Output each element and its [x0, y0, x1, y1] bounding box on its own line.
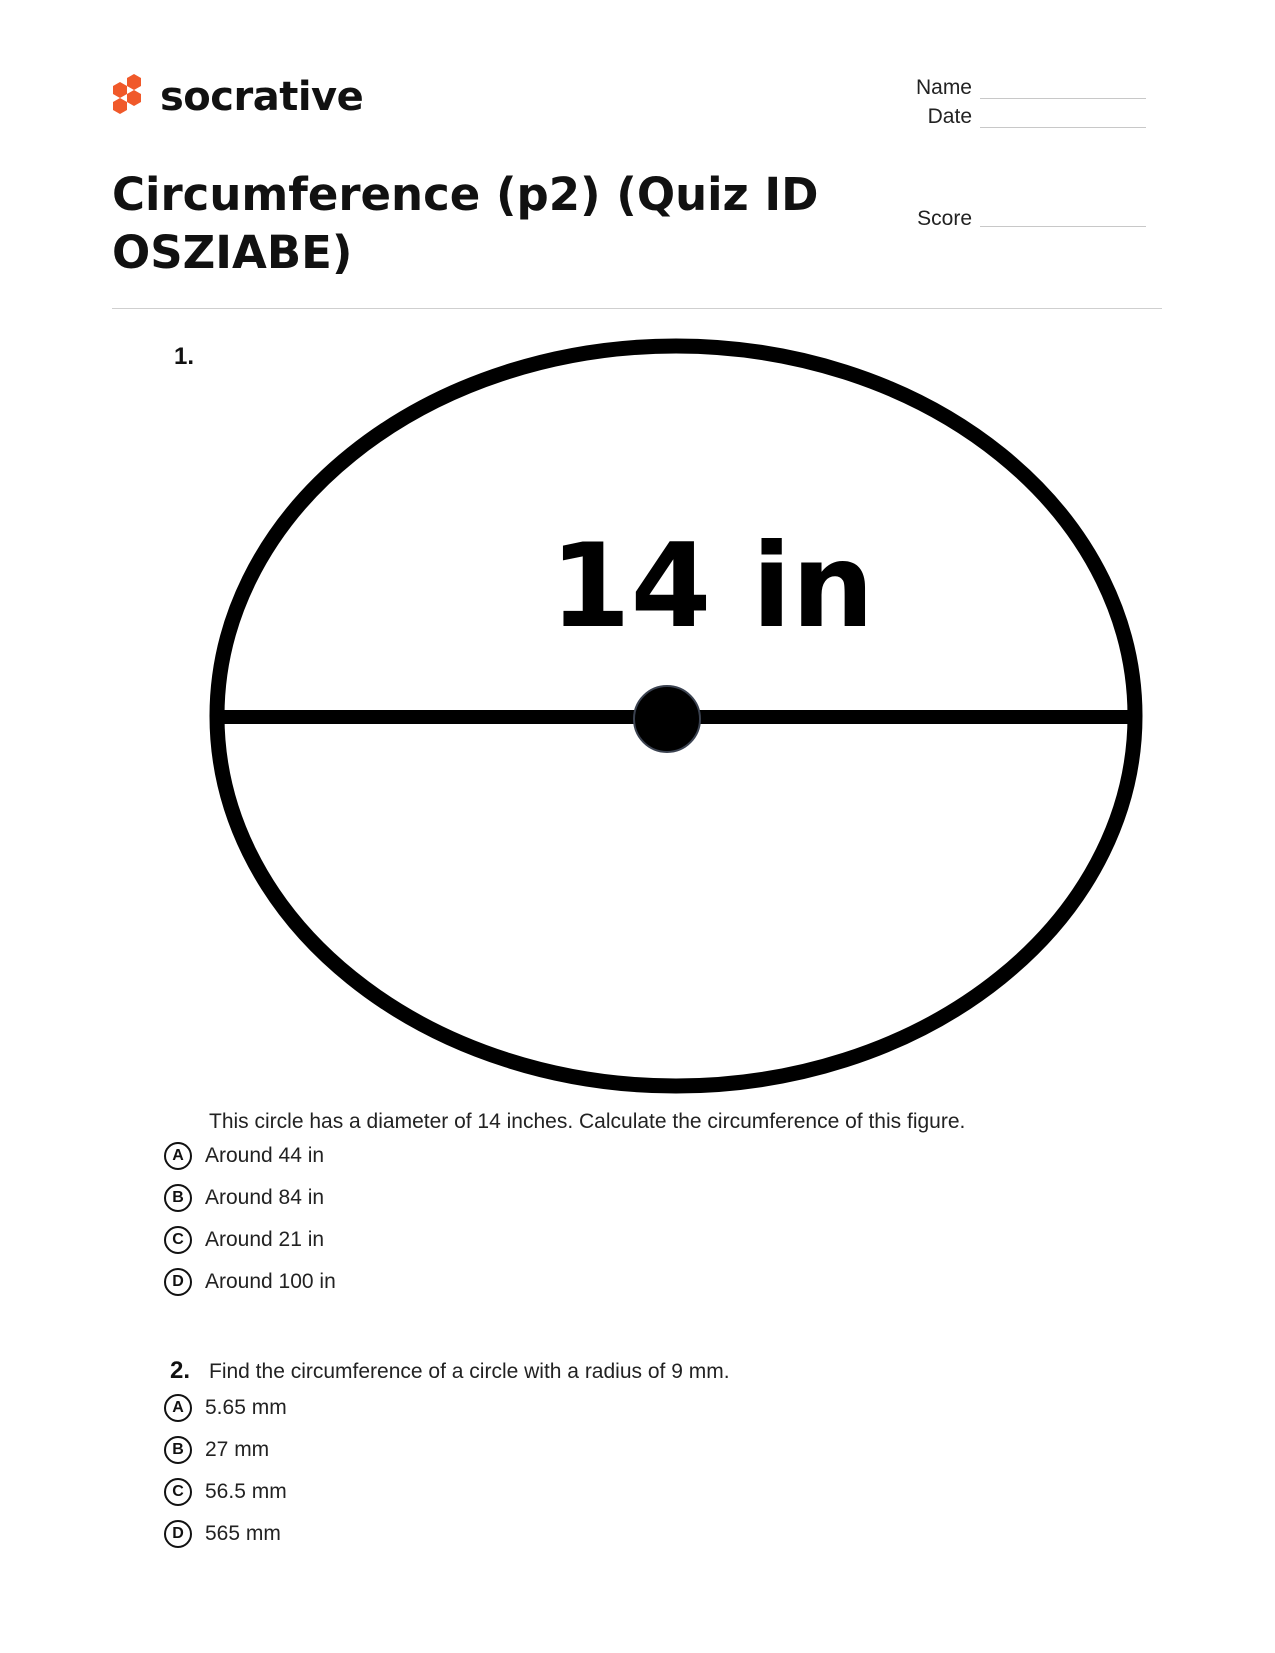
center-point [634, 686, 700, 752]
choice-text: Around 100 in [205, 1270, 336, 1293]
choice-text: Around 21 in [205, 1228, 325, 1251]
header-divider [112, 308, 1162, 309]
question-2-text: Find the circumference of a circle with a radius of 9 mm. [209, 1360, 730, 1383]
choice-1b[interactable] [164, 1181, 336, 1215]
choice-2c[interactable] [164, 1475, 287, 1509]
choice-1a[interactable] [164, 1139, 336, 1173]
question-1-text: This circle has a diameter of 14 inches. Calculate the circumference of this figure. [209, 1110, 966, 1133]
question-1-choices [164, 1139, 336, 1299]
choice-letter-badge: D [164, 1268, 192, 1296]
choice-letter-badge: C [164, 1226, 192, 1254]
choice-text: 56.5 mm [205, 1480, 287, 1503]
choice-letter-badge: C [164, 1478, 192, 1506]
choice-letter-badge: D [164, 1520, 192, 1548]
name-field-line[interactable] [980, 98, 1146, 99]
choice-1d[interactable] [164, 1265, 336, 1299]
date-field-line[interactable] [980, 127, 1146, 128]
socrative-logo-icon [110, 72, 150, 122]
choice-text: Around 84 in [205, 1186, 325, 1209]
choice-letter-badge: A [164, 1142, 192, 1170]
question-2-number: 2. [170, 1357, 191, 1384]
circle-diameter-figure [208, 336, 1150, 1096]
choice-2d[interactable] [164, 1517, 287, 1551]
choice-letter-badge: B [164, 1436, 192, 1464]
choice-2a[interactable] [164, 1391, 287, 1425]
choice-1c[interactable] [164, 1223, 336, 1257]
question-1-number: 1. [174, 343, 195, 370]
choice-2b[interactable] [164, 1433, 287, 1467]
name-label: Name [915, 76, 972, 99]
score-label: Score [917, 207, 972, 230]
page-title: Circumference (p2) (Quiz ID OSZIABE) [112, 168, 819, 279]
choice-letter-badge: A [164, 1394, 192, 1422]
score-field-line[interactable] [980, 226, 1146, 227]
brand-name: socrative [160, 74, 364, 120]
choice-text: Around 44 in [205, 1144, 325, 1167]
choice-text: 5.65 mm [205, 1396, 287, 1419]
date-label: Date [927, 105, 972, 128]
choice-text: 565 mm [205, 1522, 281, 1545]
choice-letter-badge: B [164, 1184, 192, 1212]
choice-text: 27 mm [205, 1438, 270, 1461]
question-2-choices [164, 1391, 287, 1551]
diameter-label: 14 in [549, 519, 875, 654]
